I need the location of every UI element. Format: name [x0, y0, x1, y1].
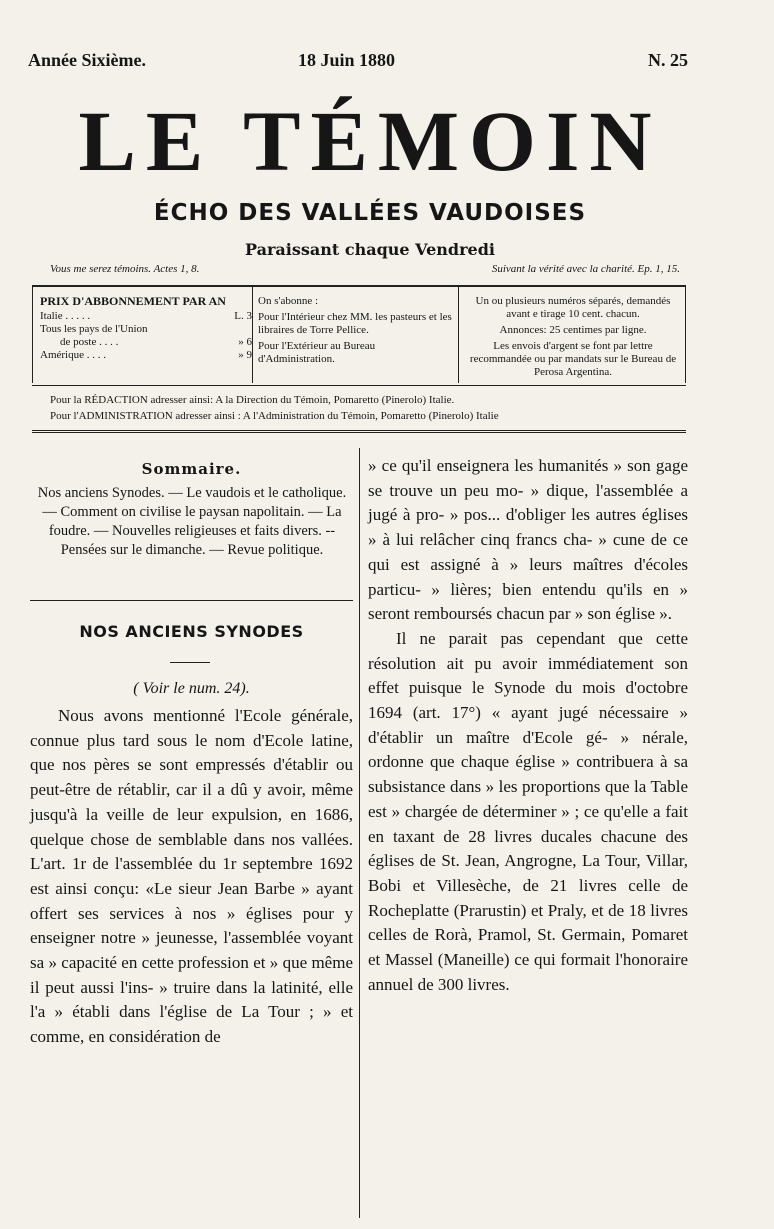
price-column — [40, 295, 252, 362]
exterieur-info: Pour l'Extérieur au Bureau d'Administration. — [258, 340, 376, 365]
price-row: Italie . . . . . L. 3 — [40, 310, 252, 322]
article-paragraph: » ce qu'il enseignera les humanités » son gage se trouve un peu mo- » dique, l'assemblée a jugé à pro- » pos... d'obliger les autres églises » à lui relâcher cinq francs cha- » cune de ce qui est assigné à » leurs maîtres d'écoles particu- » lières; bien entendu qu'ils en » seront remboursés chacun par » son église ». — [368, 456, 688, 624]
administration-address: Pour l'ADMINISTRATION adresser ainsi : A l'Administration du Témoin, Pomaretto (Pinerolo) Italie — [50, 410, 499, 422]
on-sabonne: On s'abonne : — [258, 295, 319, 307]
motto-left: Vous me serez témoins. Actes 1, 8. — [50, 263, 200, 275]
box-divider-2 — [458, 287, 459, 383]
newspaper-subtitle: ÉCHO DES VALLÉES VAUDOISES — [153, 200, 587, 226]
redaction-address: Pour la RÉDACTION adresser ainsi: A la Direction du Témoin, Pomaretto (Pinerolo) Italie. — [50, 394, 455, 406]
interieur-info: Pour l'Intérieur chez MM. les pasteurs et les libraires de Torre Pellice. — [258, 311, 452, 336]
envois-info: Les envois d'argent se font par lettre recommandée ou par mandats sur le Bureau de Perosa Argentina. — [469, 340, 677, 378]
frequency-line: Paraissant chaque Vendredi — [245, 240, 495, 259]
article-reference: ( Voir le num. 24). — [133, 680, 250, 697]
masthead-topline — [28, 50, 688, 74]
notices-column — [464, 295, 682, 382]
article-right-column — [368, 454, 688, 997]
box-divider-1 — [252, 287, 253, 383]
heading-underline — [170, 662, 210, 663]
column-divider — [359, 448, 360, 1218]
price-row: Amérique . . . . » 9 — [40, 349, 252, 361]
sommaire-text: Nos anciens Synodes. — Le vaudois et le catholique. — Comment on civilise le paysan napolitain. — La foudre. — Nouvelles religieuses et faits divers. -- Pensées sur le dimanche. — Revue politique. — [37, 485, 347, 558]
newspaper-title: LE TÉMOIN — [78, 93, 662, 189]
price-row: de poste . . . . » 6 — [60, 336, 252, 348]
issue-number: N. 25 — [648, 50, 688, 70]
article-left-column — [30, 704, 353, 1050]
motto-right: Suivant la vérité avec la charité. Ep. 1, 15. — [491, 263, 680, 275]
issue-date: 18 Juin 1880 — [298, 50, 396, 70]
box-mid-rule — [32, 385, 686, 386]
price-row: Tous les pays de l'Union — [40, 323, 148, 335]
box-left-rule — [32, 287, 33, 383]
year-label: Année Sixième. — [28, 50, 146, 70]
numeros-info: Un ou plusieurs numéros séparés, demandés avant e tirage 10 cent. chacun. — [475, 295, 671, 320]
subscribe-column — [258, 295, 454, 369]
sommaire-rule — [30, 600, 353, 601]
box-right-rule — [685, 287, 686, 383]
article-paragraph: Il ne parait pas cependant que cette résolution ait pu avoir immédiatement son effet puisque le Synode du mois d'octobre 1694 (art. 17°) « ayant jugé nécessaire » d'établir un maître d'Ecole gé- » nérale, ordonne que chaque église » contribuera à sa subsistance dans » les proportions que la Table est » chargée de déterminer » ; ce qu'elle a fait en taxant de 28 livres ducales chacune des églises de St. Jean, Angrogne, La Tour, Villar, Bobi et Villesèche, de 21 livres celle de Rocheplatte (Prarustin) et Praly, et de 18 livres celles de Rorà, Pramol, St. Germain, Pomaret et Massel (Maneille) ce qui formait l'honoraire annuel de 300 livres. — [368, 628, 688, 994]
sommaire-heading: Sommaire. — [141, 460, 242, 478]
annonces-info: Annonces: 25 centimes par ligne. — [499, 324, 647, 336]
article-heading: NOS ANCIENS SYNODES — [79, 622, 304, 641]
subscription-box — [32, 285, 686, 433]
article-paragraph: Nous avons mentionné l'Ecole générale, connue plus tard sous le nom d'Ecole latine, que nos pères se sont empressés d'établir ou peut-être de rétablir, car il a dû y avoir, même jusqu'à la veille de leur expulsion, en 1686, quelque chose de semblable dans nos vallées. L'art. 1r de l'assemblée du 1r septembre 1692 est ainsi conçu: «Le sieur Jean Barbe » ayant offert ses services à nos » églises pour y enseigner notre » jeunesse, l'assemblée voyant sa » capacité en cette profession et » que même il peut aussi l'ins- » truire dans la latinité, elle l'a » établi dans l'église de La Tour ; » et comme, en considération de — [30, 706, 353, 1047]
price-heading: PRIX D'ABBONNEMENT PAR AN — [40, 294, 226, 308]
address-lines — [50, 392, 499, 424]
